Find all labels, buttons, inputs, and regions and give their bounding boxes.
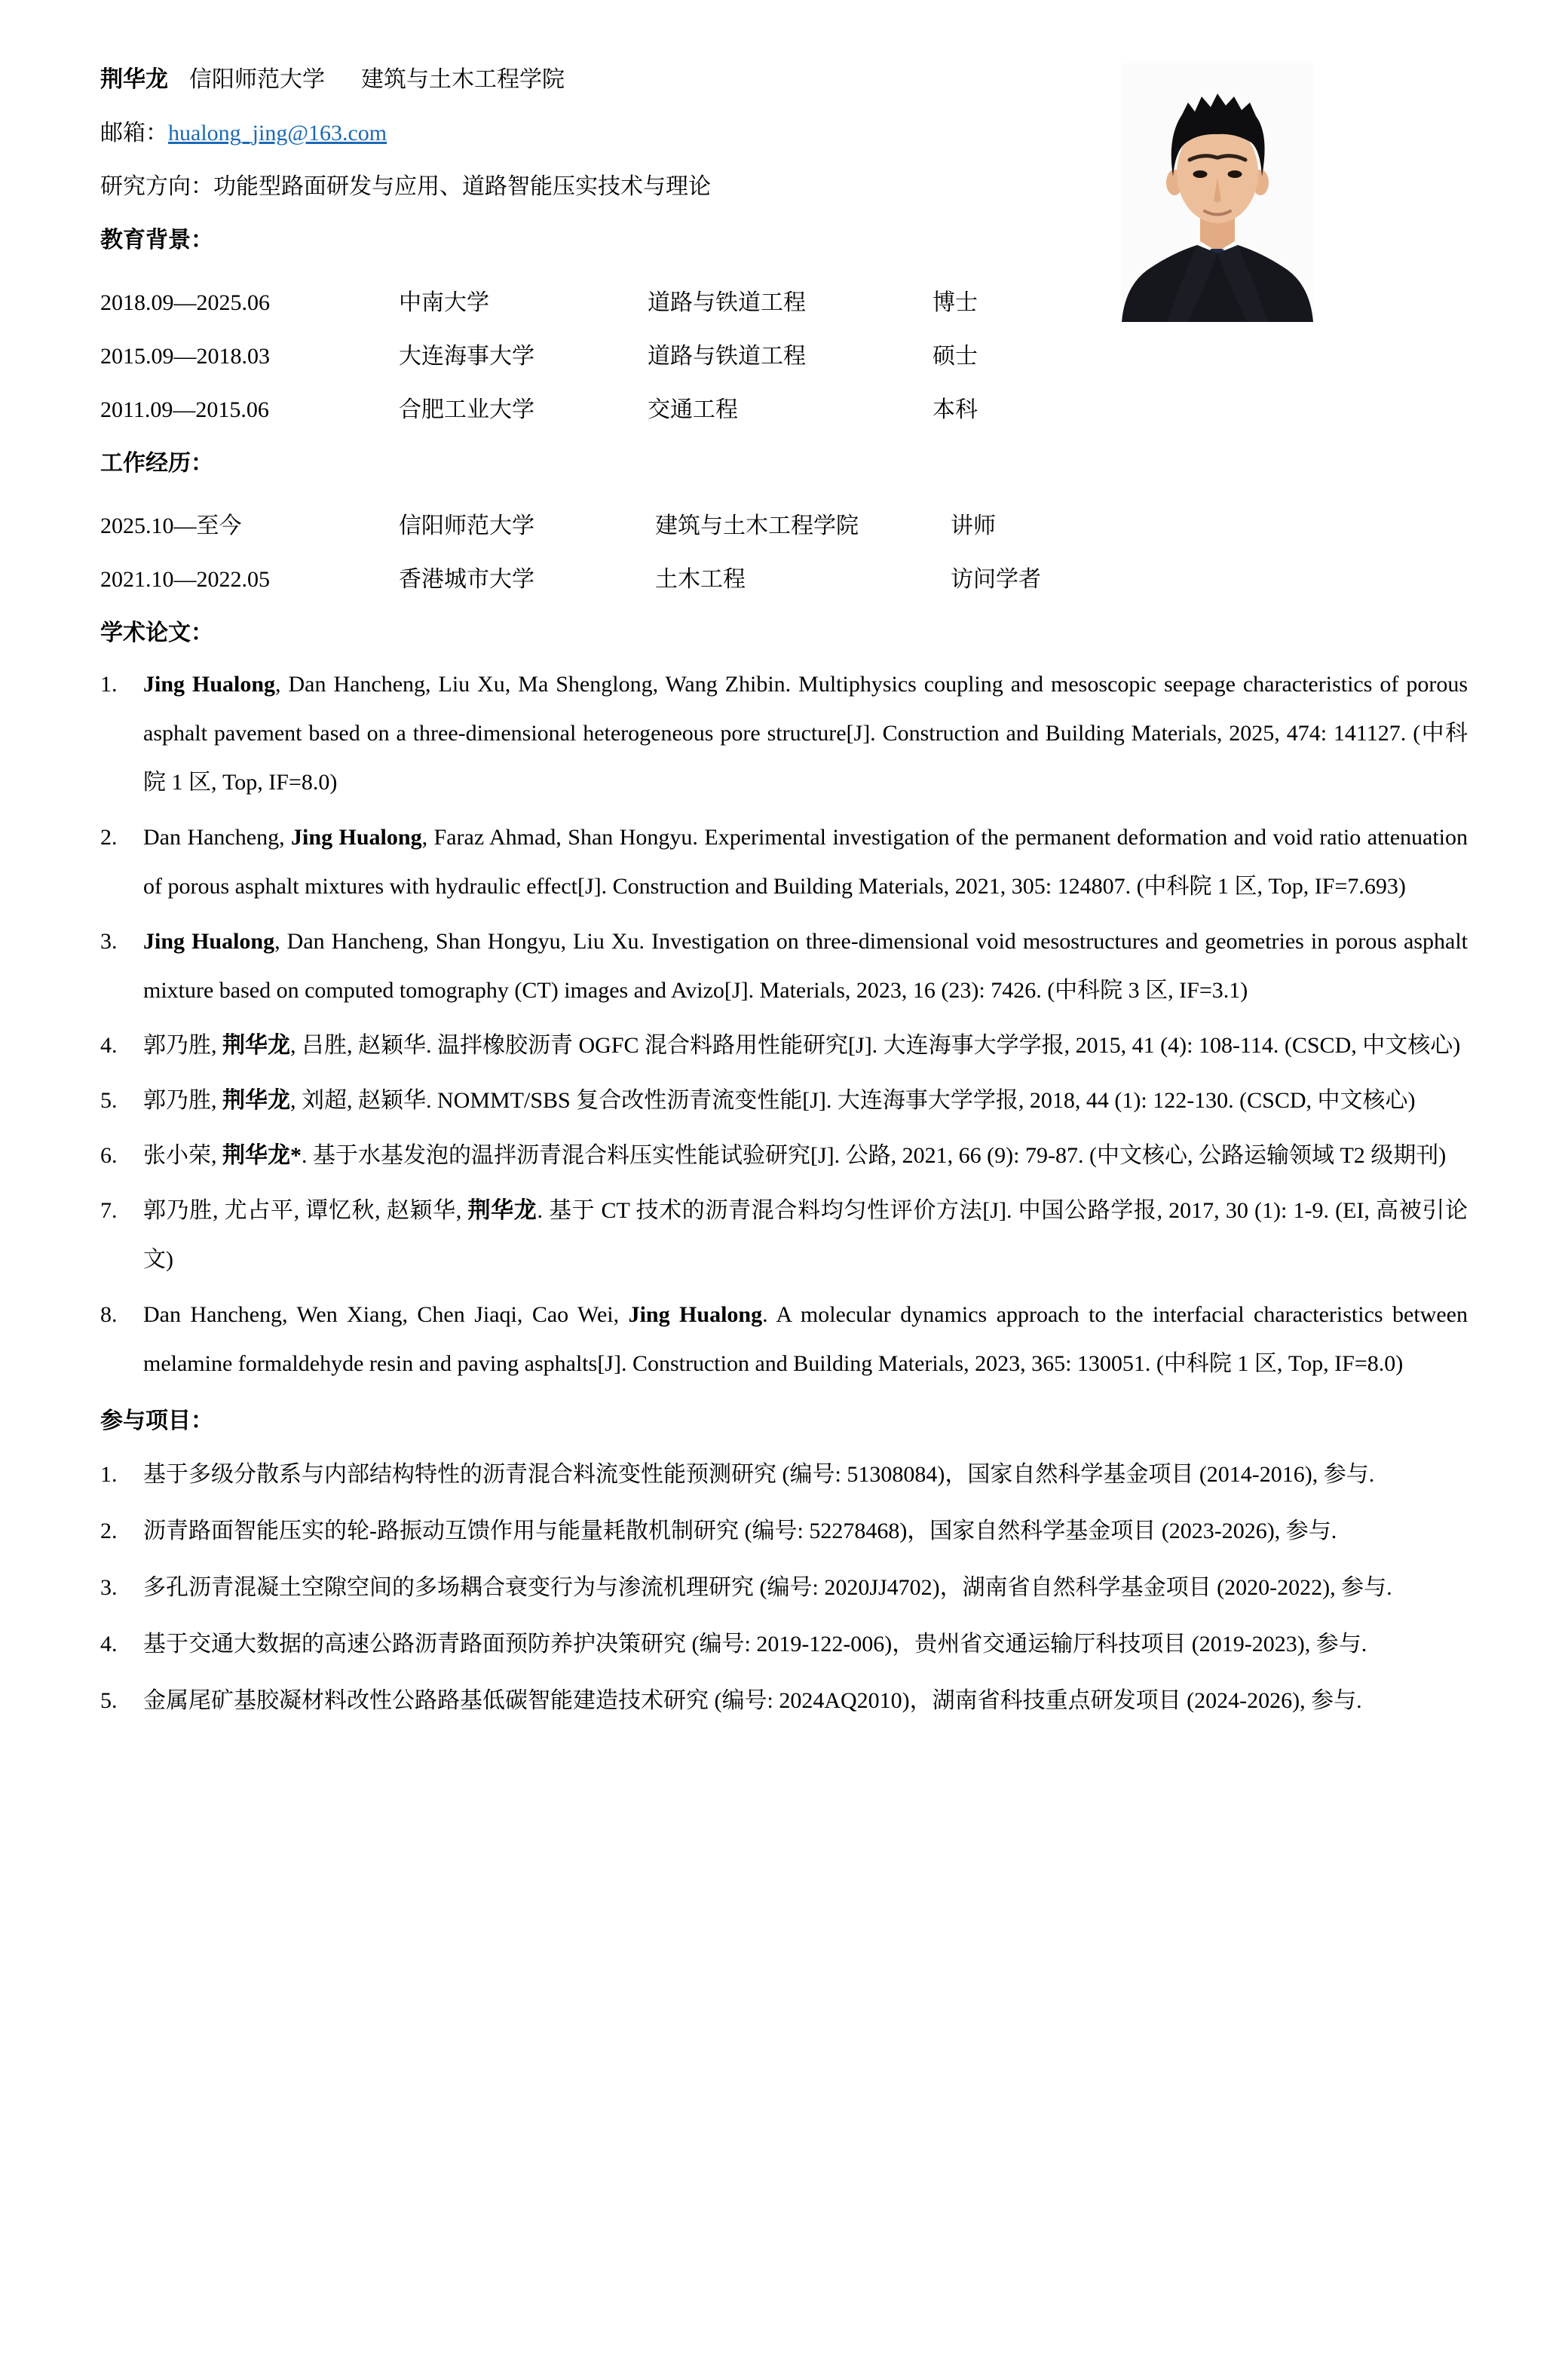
education-degree: 硕士 [933,344,978,369]
publication-citation [143,1302,1468,1376]
education-degree: 博士 [933,290,978,315]
publication-item [100,660,1468,807]
citation-text: , Faraz Ahmad, Shan Hongyu. Experimental investigation of the permanent deformation and void ratio attenuation of porous asphalt mixtures with hydraulic effect[J]. Construction and Building Materials, 2021, 305: 124807. (中科院 1 区, Top, IF=7.693) [143,825,1468,899]
citation-text: 郭乃胜, [143,1088,222,1113]
publication-number: 5. [100,1088,118,1113]
publication-citation [143,1198,1468,1272]
person-university: 信阳师范大学 [189,67,325,92]
publication-citation [143,1088,1416,1113]
project-description: 基于交通大数据的高速公路沥青路面预防养护决策研究 (编号: 2019-122-006)，贵州省交通运输厅科技项目 (2019-2023), 参与. [143,1632,1367,1657]
section-papers-heading: 学术论文： [100,621,213,645]
publication-item [100,1290,1468,1388]
citation-text: , 刘超, 赵颖华. NOMMT/SBS 复合改性沥青流变性能[J]. 大连海事大学学报, 2018, 44 (1): 122-130. (CSCD, 中文核心) [290,1088,1416,1113]
work-title: 讲师 [951,513,996,538]
author-name-highlight: Jing Hualong [628,1302,763,1327]
work-department: 建筑与土木工程学院 [655,513,859,538]
author-name-highlight: 荆华龙* [222,1143,302,1168]
citation-text: Dan Hancheng, [143,825,292,850]
section-projects-heading: 参与项目： [100,1408,213,1433]
education-row [100,383,1468,437]
education-period: 2018.09—2025.06 [100,290,270,315]
project-description: 金属尾矿基胶凝材料改性公路路基低碳智能建造技术研究 (编号: 2024AQ2010)，湖南省科技重点研发项目 (2024-2026), 参与. [143,1688,1362,1713]
project-item [100,1617,1468,1671]
author-name-highlight: 荆华龙 [467,1198,537,1223]
publication-number: 4. [100,1033,118,1058]
education-school: 中南大学 [399,290,489,315]
publication-item [100,1131,1468,1180]
work-organization: 香港城市大学 [399,567,534,592]
citation-text: . 基于 CT 技术的沥青混合料均匀性评价方法[J]. 中国公路学报, 2017, 30 (1): 1-9. (EI, 高被引论文) [143,1198,1468,1272]
email-link[interactable]: hualong_jing@163.com [168,121,387,146]
work-rows [100,499,1468,606]
author-name-highlight: Jing Hualong [143,672,276,697]
education-school: 合肥工业大学 [399,397,534,422]
citation-text: Dan Hancheng, Wen Xiang, Chen Jiaqi, Cao Wei, [143,1302,629,1327]
citation-text: 郭乃胜, 尤占平, 谭忆秋, 赵颖华, [143,1198,468,1223]
publication-item [100,917,1468,1015]
publication-number: 6. [100,1143,118,1168]
research-direction: 功能型路面研发与应用、道路智能压实技术与理论 [213,174,711,199]
publication-number: 1. [100,672,118,697]
project-number: 3. [100,1575,118,1600]
publication-number: 3. [100,929,118,954]
education-period: 2015.09—2018.03 [100,344,270,369]
publication-item [100,1186,1468,1284]
section-education-heading: 教育背景： [100,228,213,253]
work-row [100,553,1468,606]
education-major: 交通工程 [648,397,738,422]
work-organization: 信阳师范大学 [399,513,534,538]
author-name-highlight: 荆华龙 [222,1088,290,1113]
publication-item [100,1076,1468,1125]
project-number: 4. [100,1632,118,1657]
project-number: 1. [100,1462,118,1487]
research-label: 研究方向： [100,174,213,199]
section-work-heading: 工作经历： [100,451,213,476]
publication-list [100,660,1468,1388]
project-number: 2. [100,1519,118,1543]
email-label: 邮箱： [100,121,168,146]
project-item [100,1448,1468,1501]
project-item [100,1504,1468,1558]
publication-citation [143,1033,1460,1058]
citation-text: 张小荣, [143,1143,222,1168]
citation-text: 郭乃胜, [143,1033,222,1058]
citation-text: . 基于水基发泡的温拌沥青混合料压实性能试验研究[J]. 公路, 2021, 66 (9): 79-87. (中文核心, 公路运输领域 T2 级期刊) [302,1143,1447,1168]
publication-citation [143,825,1468,899]
education-degree: 本科 [933,397,978,422]
project-item [100,1674,1468,1727]
citation-text: , 吕胜, 赵颖华. 温拌橡胶沥青 OGFC 混合料路用性能研究[J]. 大连海事大学学报, 2015, 41 (4): 108-114. (CSCD, 中文核心) [290,1033,1461,1058]
work-department: 土木工程 [655,567,746,592]
citation-text: . A molecular dynamics approach to the interfacial characteristics between melamine formaldehyde resin and paving asphalts[J]. Construction and Building Materials, 2023, 365: 130051. (中科院 1 区, Top, IF=8.0) [143,1302,1468,1376]
project-description: 沥青路面智能压实的轮-路振动互馈作用与能量耗散机制研究 (编号: 52278468)，国家自然科学基金项目 (2023-2026), 参与. [143,1519,1337,1543]
education-period: 2011.09—2015.06 [100,397,269,422]
profile-photo-illustration [1122,63,1313,322]
person-name: 荆华龙 [100,67,168,92]
profile-photo [1122,63,1313,322]
education-major: 道路与铁道工程 [648,290,806,315]
education-school: 大连海事大学 [399,344,534,369]
publication-item [100,813,1468,911]
author-name-highlight: 荆华龙 [222,1033,290,1058]
publication-citation [143,672,1468,795]
project-description: 多孔沥青混凝土空隙空间的多场耦合衰变行为与渗流机理研究 (编号: 2020JJ4702)，湖南省自然科学基金项目 (2020-2022), 参与. [143,1575,1392,1600]
publication-number: 8. [100,1302,118,1327]
publication-number: 7. [100,1198,118,1223]
work-period: 2025.10—至今 [100,513,242,538]
education-row [100,329,1468,383]
citation-text: , Dan Hancheng, Shan Hongyu, Liu Xu. Investigation on three-dimensional void mesostructures and geometries in porous asphalt mixture based on computed tomography (CT) images and Avizo[J]. Materials, 2023, 16 (23): 7426. (中科院 3 区, IF=3.1) [143,929,1468,1003]
project-number: 5. [100,1688,118,1713]
publication-citation [143,1143,1446,1168]
author-name-highlight: Jing Hualong [291,825,422,850]
publication-citation [143,929,1468,1003]
author-name-highlight: Jing Hualong [143,929,275,954]
project-description: 基于多级分散系与内部结构特性的沥青混合料流变性能预测研究 (编号: 51308084)，国家自然科学基金项目 (2014-2016), 参与. [143,1462,1375,1487]
project-item [100,1561,1468,1614]
person-college: 建筑与土木工程学院 [361,67,565,92]
citation-text: , Dan Hancheng, Liu Xu, Ma Shenglong, Wang Zhibin. Multiphysics coupling and mesoscopic seepage characteristics of porous asphalt pavement based on a three-dimensional heterogeneous pore structure[J]. Construction and Building Materials, 2025, 474: 141127. (中科院 1 区, Top, IF=8.0) [143,672,1468,795]
work-title: 访问学者 [951,567,1041,592]
publication-number: 2. [100,825,118,850]
work-period: 2021.10—2022.05 [100,567,270,592]
publication-item [100,1021,1468,1070]
education-major: 道路与铁道工程 [648,344,806,369]
project-list [100,1448,1468,1727]
work-row [100,499,1468,553]
